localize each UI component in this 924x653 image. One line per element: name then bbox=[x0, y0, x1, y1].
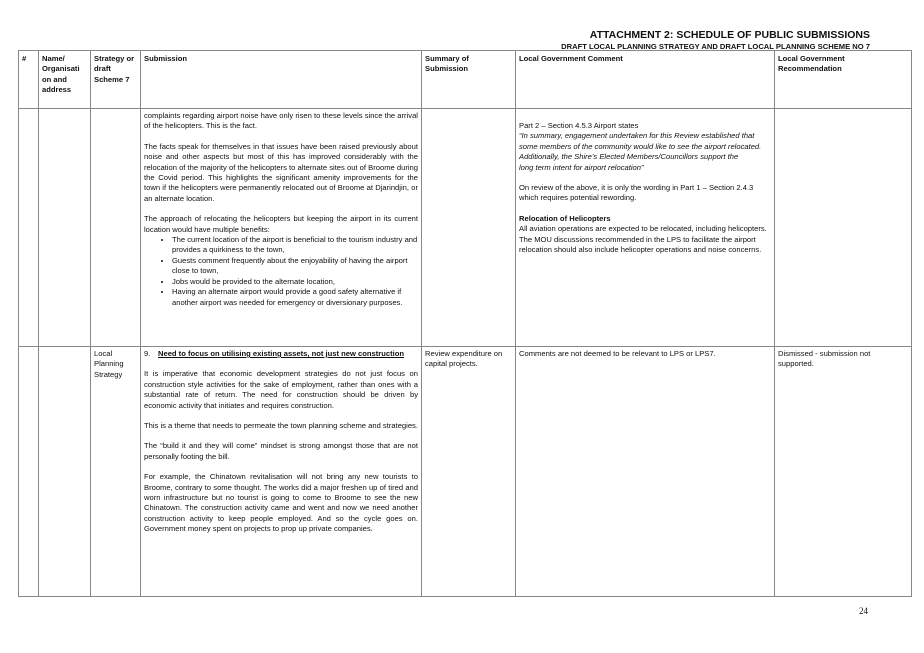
cell-name bbox=[39, 347, 91, 597]
comment-paragraph: On review of the above, it is only the wording in Part 1 – Section 2.4.3 which requires potential rewording. bbox=[519, 183, 754, 203]
list-item: • The current location of the airport is beneficial to the tourism industry and provides a quirkiness to the town, bbox=[172, 235, 418, 256]
col-header-comment: Local Government Comment bbox=[516, 51, 775, 109]
submission-heading bbox=[144, 349, 418, 359]
submission-paragraph: This is a theme that needs to permeate the town planning scheme and strategies. bbox=[144, 421, 418, 431]
list-item: • Having an alternate airport would provide a good safety alternative if another airport was needed for emergency or diversionary purposes. bbox=[172, 287, 418, 308]
cell-comment: Comments are not deemed to be relevant to LPS or LPS7. bbox=[516, 347, 775, 597]
item-heading: Need to focus on utilising existing assets, not just new construction bbox=[158, 349, 404, 358]
table-row bbox=[19, 347, 912, 597]
table-header-row bbox=[19, 51, 912, 109]
submission-paragraph: The facts speak for themselves in that issues have been raised previously about noise and other aspects but most of this has improved considerably with the relocation of the majority of the helicopters to alternate sites out of Broome during the Covid period. This highlights the significant amenity improvements for the town if the helicopters were permanently relocated out of Broome at Djarindjin, or an alternate location. bbox=[144, 141, 418, 203]
submissions-table bbox=[18, 50, 912, 597]
cell-submission bbox=[141, 347, 422, 597]
cell-number bbox=[19, 347, 39, 597]
col-header-recommendation: Local Government Recommendation bbox=[775, 51, 912, 109]
cell-name bbox=[39, 109, 91, 347]
col-header-submission: Submission bbox=[141, 51, 422, 109]
cell-summary bbox=[422, 109, 516, 347]
col-header-strategy: Strategy or draft Scheme 7 bbox=[91, 51, 141, 109]
submission-paragraph: It is imperative that economic development strategies do not just focus on construction style activities for the sake of employment, rather than ones with a substantial rate of return. The need for construction should be driven by economic activity that initiates and requires construction. bbox=[144, 369, 418, 410]
cell-summary: Review expenditure on capital projects. bbox=[422, 347, 516, 597]
benefits-list bbox=[144, 235, 418, 308]
comment-quote: “In summary, engagement undertaken for this Review established that some members of the community would like to see the airport relocated. Additionally, the Shire’s Elected Members/Councillors support the bbox=[519, 131, 762, 162]
col-header-name: Name/ Organisati on and address bbox=[39, 51, 91, 109]
item-number: 9. bbox=[144, 349, 151, 358]
table-row bbox=[19, 109, 912, 347]
cell-strategy bbox=[91, 109, 141, 347]
col-header-number: # bbox=[19, 51, 39, 109]
submission-paragraph: complaints regarding airport noise have only risen to these levels since the arrival of the helicopters. This is the fact. bbox=[144, 111, 418, 131]
attachment-subtitle: DRAFT LOCAL PLANNING STRATEGY AND DRAFT LOCAL PLANNING SCHEME NO 7 bbox=[561, 42, 870, 51]
col-header-summary: Summary of Submission bbox=[422, 51, 516, 109]
submission-paragraph: The approach of relocating the helicopters but keeping the airport in its current location would have multiple benefits: bbox=[144, 214, 418, 234]
attachment-title: ATTACHMENT 2: SCHEDULE OF PUBLIC SUBMISSIONS bbox=[589, 29, 870, 41]
cell-recommendation: Dismissed - submission not supported. bbox=[775, 347, 912, 597]
comment-heading: Relocation of Helicopters bbox=[519, 213, 611, 223]
comment-quote-end: long term intent for airport relocation” bbox=[519, 162, 644, 172]
cell-strategy: Local Planning Strategy bbox=[91, 347, 141, 597]
comment-paragraph: All aviation operations are expected to be relocated, including helicopters. The MOU discussions recommended in the LPS to facilitate the airport relocation should also include helicopter operations and noise concerns. bbox=[519, 224, 767, 255]
cell-recommendation bbox=[775, 109, 912, 347]
page-number: 24 bbox=[859, 606, 868, 616]
list-item: • Jobs would be provided to the alternate location, bbox=[172, 277, 418, 287]
list-item: • Guests comment frequently about the enjoyability of having the airport close to town, bbox=[172, 256, 418, 277]
cell-comment bbox=[516, 109, 775, 347]
submission-paragraph: For example, the Chinatown revitalisation will not bring any new tourists to Broome, contrary to some thought. The works did a major freshen up of tired and worn infrastructure but no tourist is going to come to Broome to see the new Chinatown. The construction activity came and went and now we need another construction activity to keep people employed. And so the cycle goes on. Government money spent on projects to prop up private companies. bbox=[144, 472, 418, 534]
submission-paragraph: The “build it and they will come” mindset is strong amongst those that are not personally footing the bill. bbox=[144, 441, 418, 461]
comment-line: Part 2 – Section 4.5.3 Airport states bbox=[519, 121, 639, 130]
cell-number bbox=[19, 109, 39, 347]
cell-submission bbox=[141, 109, 422, 347]
